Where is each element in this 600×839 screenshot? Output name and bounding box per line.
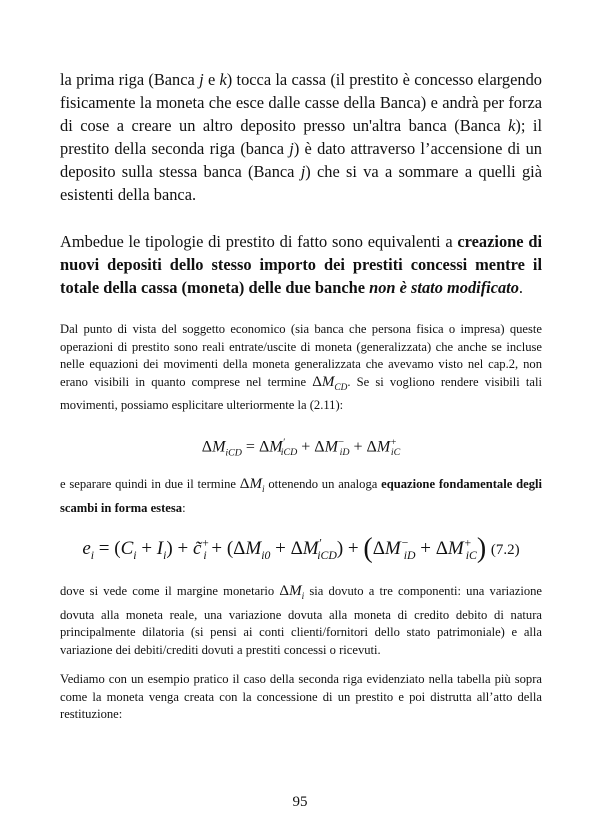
text: Vediamo con un esempio pratico il caso della seconda riga evidenziato nella tabella più sopra come la moneta venga creata con la concessione di un prestito e poi distrutta all’atto della restituzione:: [60, 672, 542, 722]
text: e separare quindi in due il termine: [60, 477, 240, 492]
equation-label: (7.2): [490, 542, 520, 559]
equation-delta-m-icd: $\Delta M_{iCD} = \Delta M'_{iCD} + \Delta M^-_{iD} + \Delta M^+_{iC}$: [201, 436, 401, 459]
paragraph-3: [60, 321, 542, 415]
text: ) è dato attraverso l’accensione di un deposito sulla stessa banca (Banca: [60, 139, 543, 181]
bold-italic-text: non è stato modificato: [369, 278, 519, 297]
paragraph-4: [60, 476, 542, 517]
bold-text: creazione di nuovi depositi dello stesso importo dei prestiti concessi mentre il totale della cassa (moneta) delle due banche: [60, 232, 542, 297]
math-j: j: [199, 70, 204, 89]
text: .: [518, 278, 524, 297]
text: . Se si vogliono rendere visibili tali movimenti, possiamo esplicitare ulteriormente la (2.11):: [60, 374, 543, 412]
text: Ambedue le tipologie di prestito di fatto sono equivalenti a: [60, 232, 458, 251]
paragraph-6: [60, 671, 542, 724]
text: la prima riga (Banca: [60, 70, 200, 89]
text: sia dovuto a tre componenti: una variazione dovuta alla moneta reale, una variazione dovuta alla moneta di credito debito di natura principalmente dilatoria (si pensi ai conti clienti/fornitori dello stato patrimoniale) e alla variazione dei debiti/crediti dovuti a prestiti concessi o ricevuti.: [60, 584, 542, 657]
text: ottenendo un analoga: [264, 477, 382, 492]
paragraph-1: [60, 68, 542, 206]
page-number: 95: [292, 794, 308, 810]
math-k: k: [219, 70, 227, 89]
bold-text: equazione fondamentale degli scambi in forma estesa: [60, 477, 542, 515]
math-delta-m-i: $\Delta M_i$: [279, 583, 305, 603]
math-j: j: [289, 139, 294, 158]
text: e: [203, 70, 220, 89]
text: dove si vede come il margine monetario: [60, 584, 280, 599]
math-k: k: [508, 116, 516, 135]
page-body: [60, 68, 542, 724]
text: ) che si va a sommare a quelli già esistenti della banca.: [60, 162, 542, 204]
paragraph-2: [60, 230, 542, 299]
text: Dal punto di vista del soggetto economico (sia banca che persona fisica o impresa) queste operazioni di prestito sono reali entrate/uscite di moneta (generalizzata) che anche se incluse nelle equazioni dei movimenti della moneta generalizzata che avevamo visto nel cap.2, non erano visibili in quanto comprese nel termine: [60, 322, 542, 389]
math-j: j: [300, 162, 306, 181]
math-delta-m-cd: $\Delta M_{CD}$: [312, 373, 348, 393]
text: ); il prestito della seconda riga (banca: [60, 116, 542, 158]
text: :: [182, 500, 186, 515]
equation-7-2: $e_i = (C_i + I_i)$ + $c̃^+_i + (\Delta M_{i0} + \Delta M'_{iCD}) + (\Delta M^-_{iD} + \Delta M^+_{iC})$ (7.2): [82, 533, 520, 565]
text: ) tocca la cassa (il prestito è concesso elargendo fisicamente la moneta che esce dalle casse della Banca) e andrà per forza di cose a creare un altro deposito presso un'altra banca (Banca: [60, 70, 542, 135]
math-delta-m-i: $\Delta M_i$: [239, 476, 265, 496]
paragraph-5: [60, 583, 542, 659]
